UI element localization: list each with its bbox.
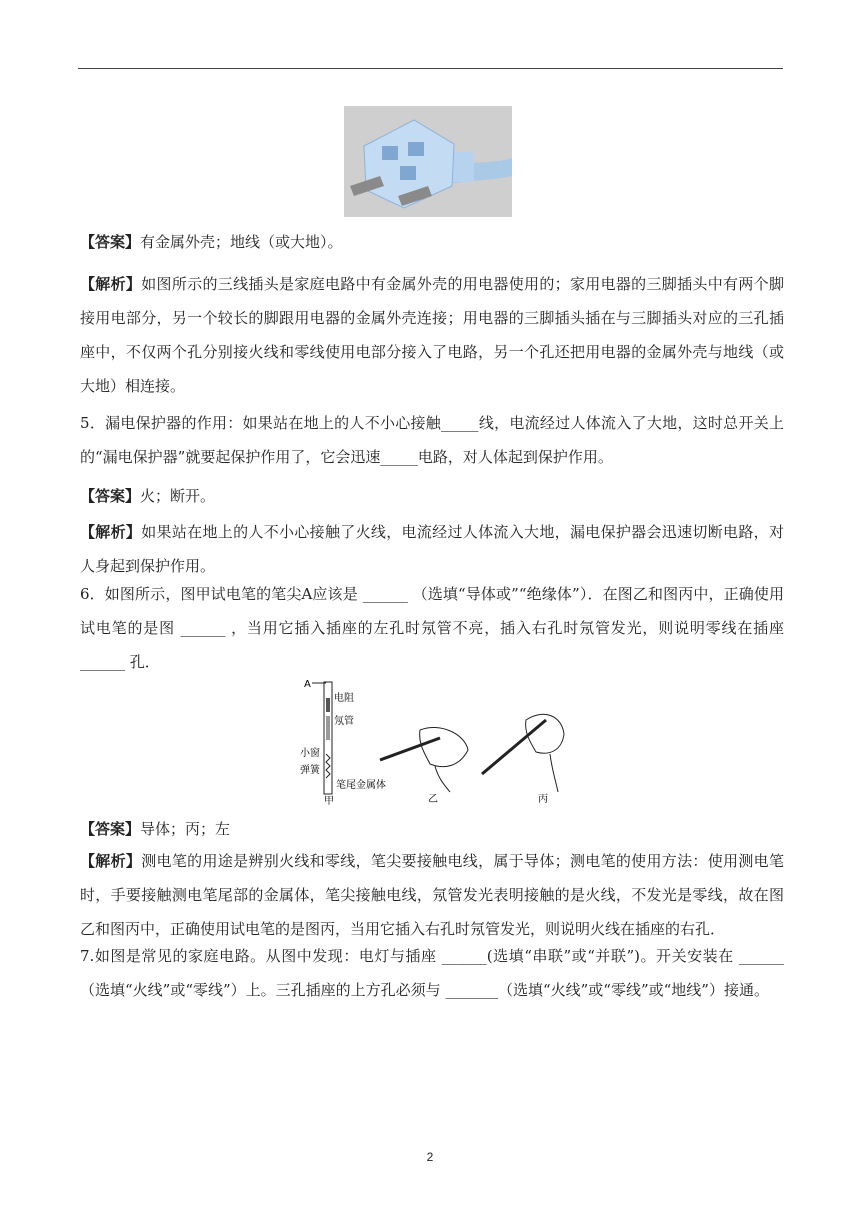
q4-analysis: 【解析】如图所示的三线插头是家庭电路中有金属外壳的用电器使用的；家用电器的三脚插头中有两个脚接用电部分，另一个较长的脚跟用电器的金属外壳连接；用电器的三脚插头插在与三脚插头对应的三孔插座中，不仅两个孔分别接火线和零线使用电部分接入了电路，另一个孔还把用电器的金属外壳与地线（或大地）相连接。 [80, 275, 784, 395]
label-spring: 弹簧 [300, 765, 320, 776]
label-jia: 甲 [324, 796, 334, 806]
q7-question: 7.如图是常见的家庭电路。从图中发现：电灯与插座 ______(选填“串联”或“并联”)。开关安装在 ______（选填“火线”或“零线”）上。三孔插座的上方孔必须与 _______（选填“火线”或“零线”或“地线”）接通。 [80, 947, 784, 999]
q6-question: 6．如图所示，图甲试电笔的笔尖A应该是 ______ （选填“导体或”“绝缘体”）．在图乙和图丙中，正确使用试电笔的是图 ______ ，当用它插入插座的左孔时氖管不亮，插入右孔时氖管发光，则说明零线在插座______ 孔． [80, 585, 784, 671]
q5-question: 5．漏电保护器的作用：如果站在地上的人不小心接触_____线，电流经过人体流入了大地，这时总开关上的“漏电保护器”就要起保护作用了，它会迅速_____电路，对人体起到保护作用。 [80, 414, 784, 466]
label-resistor: 电阻 [334, 693, 354, 704]
q5-analysis: 【解析】如果站在地上的人不小心接触了火线，电流经过人体流入大地，漏电保护器会迅速切断电路，对人身起到保护作用。 [80, 523, 784, 575]
label-bing: 丙 [538, 794, 548, 805]
q6-analysis: 【解析】测电笔的用途是辨别火线和零线，笔尖要接触电线，属于导体；测电笔的使用方法：使用测电笔时，手要接触测电笔尾部的金属体，笔尖接触电线，氖管发光表明接触的是火线，不发光是零线，故在图乙和图丙中，正确使用试电笔的是图丙，当用它插入右孔时氖管发光，则说明火线在插座的右孔． [80, 852, 784, 938]
label-tail: 笔尾金属体 [336, 780, 386, 791]
label-A: A [304, 679, 311, 690]
test-pen-figure [300, 674, 570, 806]
page-number: 2 [426, 1150, 434, 1164]
q4-answer: 【答案】有金属外壳；地线（或大地）。 [80, 233, 343, 251]
three-pin-plug-photo [344, 106, 512, 217]
label-yi: 乙 [428, 794, 438, 805]
q6-answer: 【答案】导体；丙；左 [80, 820, 231, 838]
label-window: 小窗 [300, 748, 320, 759]
header-rule [78, 68, 783, 69]
label-neon: 氖管 [334, 716, 354, 727]
q5-answer: 【答案】火；断开。 [80, 487, 216, 505]
